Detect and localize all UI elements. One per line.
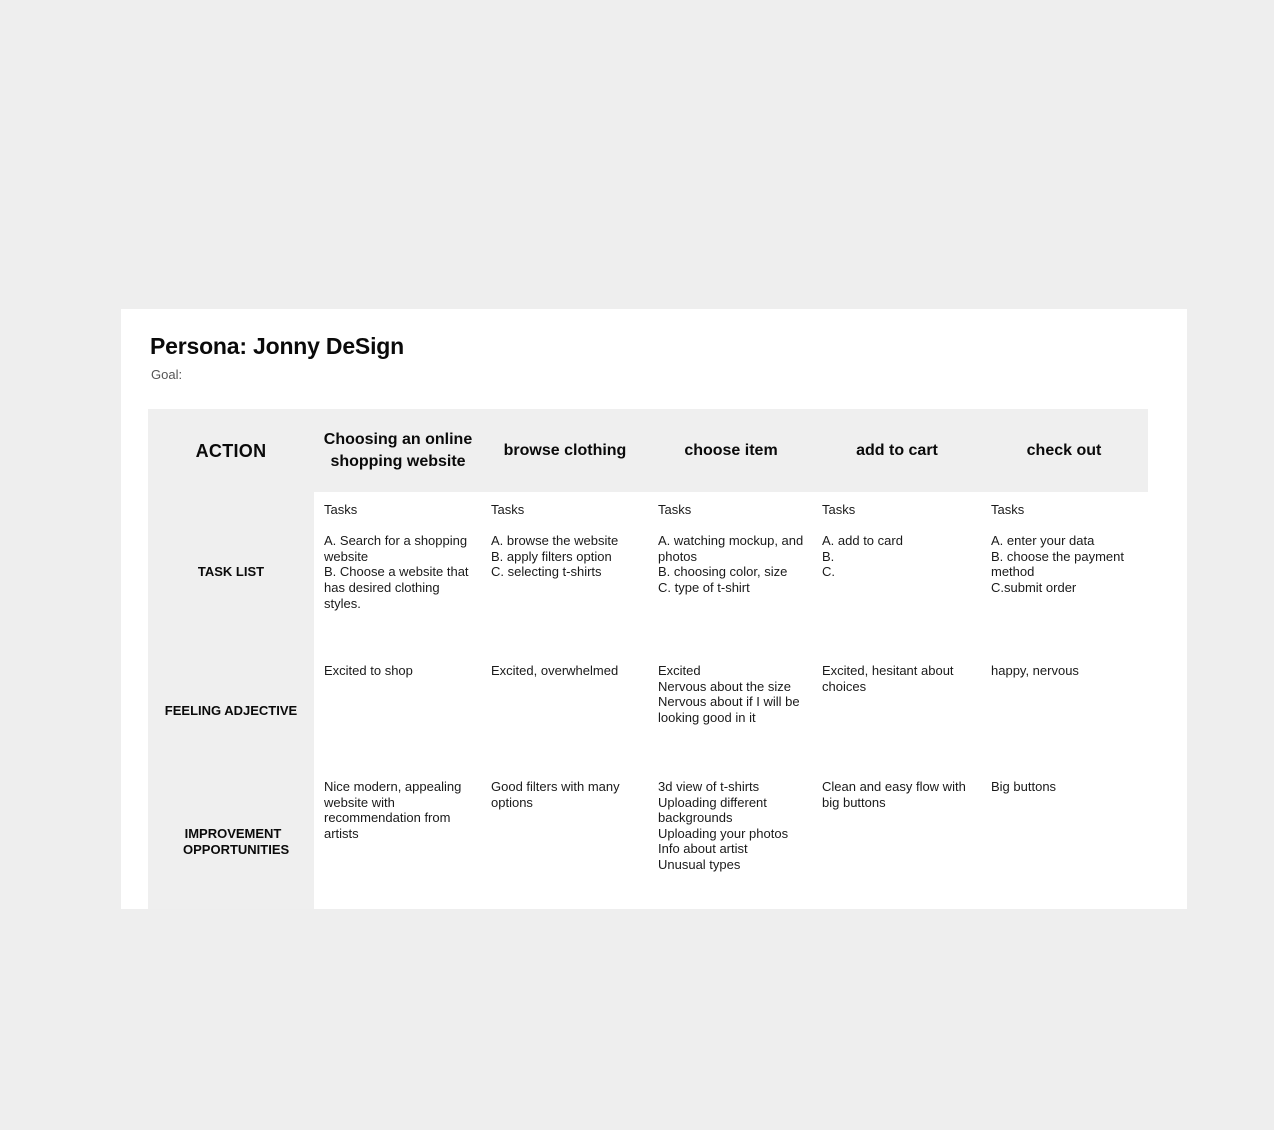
feeling-cell-choosing-website: Excited to shop bbox=[324, 663, 413, 678]
stage-header-browse-clothing: browse clothing bbox=[503, 441, 627, 459]
row-label-feeling-adjective: FEELING ADJECTIVE bbox=[164, 703, 298, 718]
task-list-cell-browse-clothing: Tasks A. browse the website B. apply filters option C. selecting t-shirts bbox=[491, 502, 619, 580]
improvement-cell-check-out: Big buttons bbox=[991, 779, 1057, 794]
feeling-cell-choose-item: Excited Nervous about the size Nervous about if I will be looking good in it bbox=[658, 663, 800, 725]
improvement-cell-add-to-cart: Clean and easy flow with big buttons bbox=[822, 779, 966, 810]
stage-header-choose-item: choose item bbox=[684, 441, 778, 459]
feeling-cell-browse-clothing: Excited, overwhelmed bbox=[491, 663, 619, 678]
stage-header-choosing-website: Choosing an online shopping website bbox=[323, 430, 473, 470]
feeling-cell-check-out: happy, nervous bbox=[991, 663, 1079, 678]
feeling-cell-add-to-cart: Excited, hesitant about choices bbox=[822, 663, 954, 694]
task-list-cell-choose-item: Tasks A. watching mockup, and photos B. choosing color, size C. type of t-shirt bbox=[658, 502, 804, 595]
improvement-cell-choosing-website: Nice modern, appealing website with recommendation from artists bbox=[324, 779, 462, 841]
row-label-improvement-opportunities: IMPROVEMENT OPPORTUNITIES bbox=[183, 826, 290, 857]
row-label-task-list: TASK LIST bbox=[197, 564, 265, 579]
improvement-cell-browse-clothing: Good filters with many options bbox=[491, 779, 620, 810]
stage-header-add-to-cart: add to cart bbox=[856, 441, 938, 459]
task-list-cell-add-to-cart: Tasks A. add to card B. C. bbox=[822, 502, 903, 580]
action-header: ACTION bbox=[195, 440, 267, 461]
journey-map-card bbox=[121, 309, 1187, 909]
goal-label: Goal: bbox=[151, 367, 183, 382]
journey-table bbox=[148, 409, 1148, 909]
improvement-cell-choose-item: 3d view of t-shirts Uploading different backgrounds Uploading your photos Info about artist Unusual types bbox=[658, 779, 789, 872]
task-list-cell-choosing-website: Tasks A. Search for a shopping website B. Choose a website that has desired clothing styles. bbox=[324, 502, 469, 611]
task-list-cell-check-out: Tasks A. enter your data B. choose the payment method C.submit order bbox=[991, 502, 1124, 595]
persona-title: Persona: Jonny DeSign bbox=[150, 333, 404, 359]
stage-header-check-out: check out bbox=[1026, 441, 1102, 459]
